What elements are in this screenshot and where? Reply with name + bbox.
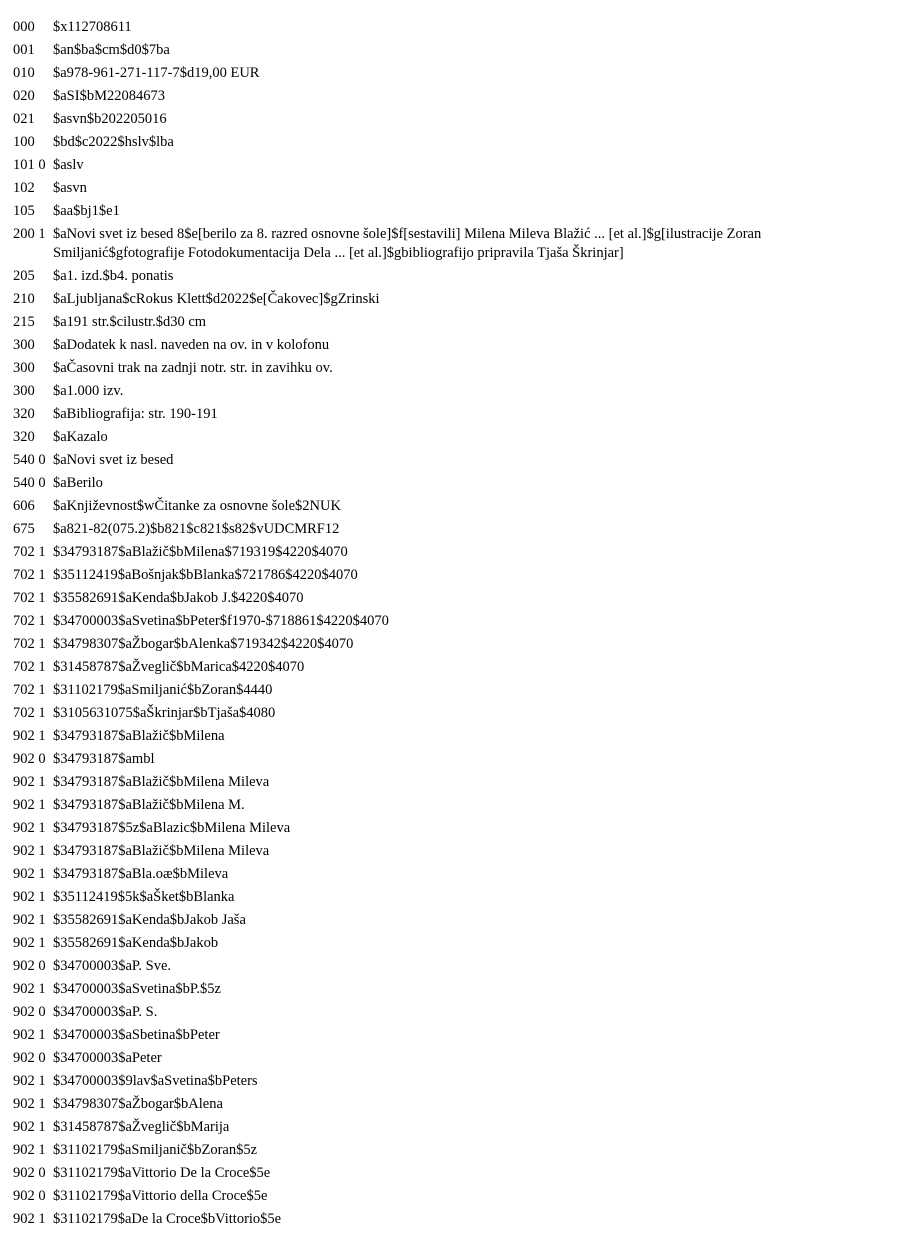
field-row-200 bbox=[13, 225, 893, 263]
field-tag: 210 bbox=[13, 291, 35, 307]
field-tag: 902 0 bbox=[13, 751, 46, 767]
field-tag: 540 0 bbox=[13, 475, 46, 491]
field-tag: 300 bbox=[13, 383, 35, 399]
field-content: $aNovi svet iz besed 8$e[berilo za 8. razred osnovne šole]$f[sestavili] Milena Mileva Blažić ... [et al.]$g[ilustracije Zoran Smiljanić$gfotografije Fotodokumentacija Dela ... [et al.]$gbibliografijo pripravila Tjaša Škrinjar] bbox=[53, 226, 765, 261]
field-tag: 540 0 bbox=[13, 452, 46, 468]
field-row-902 bbox=[13, 1072, 893, 1091]
field-tag: 205 bbox=[13, 268, 35, 284]
field-content: $34793187$aBlažič$bMilena$719319$4220$4070 bbox=[53, 544, 348, 560]
field-content: $aBerilo bbox=[53, 475, 103, 491]
field-row-215 bbox=[13, 313, 893, 332]
field-tag: 101 0 bbox=[13, 157, 46, 173]
field-row-902 bbox=[13, 842, 893, 861]
field-content: $aLjubljana$cRokus Klett$d2022$e[Čakovec]$gZrinski bbox=[53, 291, 380, 307]
field-content: $34700003$aP. S. bbox=[53, 1004, 158, 1020]
field-content: $an$ba$cm$d0$7ba bbox=[53, 42, 170, 58]
field-tag: 010 bbox=[13, 65, 35, 81]
field-row-902 bbox=[13, 980, 893, 999]
field-tag: 675 bbox=[13, 521, 35, 537]
field-content: $a978-961-271-117-7$d19,00 EUR bbox=[53, 65, 260, 81]
field-content: $a191 str.$cilustr.$d30 cm bbox=[53, 314, 207, 330]
field-tag: 702 1 bbox=[13, 659, 46, 675]
field-tag: 606 bbox=[13, 498, 35, 514]
field-row-021 bbox=[13, 110, 893, 129]
field-tag: 105 bbox=[13, 203, 35, 219]
field-tag: 000 bbox=[13, 19, 35, 35]
field-content: $31102179$aVittorio della Croce$5e bbox=[53, 1188, 268, 1204]
field-content: $aKnjiževnost$wČitanke za osnovne šole$2NUK bbox=[53, 498, 341, 514]
field-tag: 020 bbox=[13, 88, 35, 104]
field-tag: 902 1 bbox=[13, 1119, 46, 1135]
field-row-902 bbox=[13, 934, 893, 953]
field-tag: 902 1 bbox=[13, 774, 46, 790]
field-row-902 bbox=[13, 773, 893, 792]
field-content: $35112419$aBošnjak$bBlanka$721786$4220$4070 bbox=[53, 567, 358, 583]
field-tag: 702 1 bbox=[13, 613, 46, 629]
field-tag: 215 bbox=[13, 314, 35, 330]
field-tag: 902 0 bbox=[13, 1050, 46, 1066]
field-content: $34793187$ambl bbox=[53, 751, 155, 767]
field-tag: 200 1 bbox=[13, 226, 46, 242]
field-content: $a821-82(075.2)$b821$c821$s82$vUDCMRF12 bbox=[53, 521, 340, 537]
field-row-902 bbox=[13, 865, 893, 884]
field-tag: 902 1 bbox=[13, 843, 46, 859]
field-content: $35582691$aKenda$bJakob Jaša bbox=[53, 912, 246, 928]
field-row-210 bbox=[13, 290, 893, 309]
field-row-902 bbox=[13, 1026, 893, 1045]
field-row-702 bbox=[13, 589, 893, 608]
field-content: $34700003$aSvetina$bP.$5z bbox=[53, 981, 221, 997]
field-row-902 bbox=[13, 1210, 893, 1229]
field-tag: 902 1 bbox=[13, 935, 46, 951]
record-field-list bbox=[13, 18, 893, 1237]
field-row-540 bbox=[13, 451, 893, 470]
field-content: $34798307$aŽbogar$bAlenka$719342$4220$4070 bbox=[53, 636, 354, 652]
field-tag: 902 1 bbox=[13, 728, 46, 744]
field-content: $34793187$aBlažič$bMilena M. bbox=[53, 797, 245, 813]
field-row-902 bbox=[13, 957, 893, 976]
field-content: $35112419$5k$aŠket$bBlanka bbox=[53, 889, 235, 905]
field-row-902 bbox=[13, 1118, 893, 1137]
field-row-902 bbox=[13, 1095, 893, 1114]
field-tag: 702 1 bbox=[13, 567, 46, 583]
field-content: $34798307$aŽbogar$bAlena bbox=[53, 1096, 223, 1112]
field-row-100 bbox=[13, 133, 893, 152]
field-tag: 902 1 bbox=[13, 912, 46, 928]
field-content: $aKazalo bbox=[53, 429, 108, 445]
field-row-702 bbox=[13, 704, 893, 723]
field-row-675 bbox=[13, 520, 893, 539]
field-tag: 320 bbox=[13, 429, 35, 445]
field-row-902 bbox=[13, 796, 893, 815]
field-row-010 bbox=[13, 64, 893, 83]
field-content: $34700003$aP. Sve. bbox=[53, 958, 172, 974]
field-row-702 bbox=[13, 681, 893, 700]
field-tag: 902 1 bbox=[13, 1027, 46, 1043]
field-tag: 001 bbox=[13, 42, 35, 58]
field-tag: 902 1 bbox=[13, 797, 46, 813]
field-tag: 100 bbox=[13, 134, 35, 150]
field-content: $34793187$aBlažič$bMilena Mileva bbox=[53, 843, 270, 859]
field-row-702 bbox=[13, 635, 893, 654]
field-content: $a1. izd.$b4. ponatis bbox=[53, 268, 174, 284]
field-content: $asvn$b202205016 bbox=[53, 111, 167, 127]
field-row-320 bbox=[13, 405, 893, 424]
field-tag: 902 1 bbox=[13, 1096, 46, 1112]
field-content: $asvn bbox=[53, 180, 87, 196]
field-content: $aNovi svet iz besed bbox=[53, 452, 174, 468]
field-row-902 bbox=[13, 1164, 893, 1183]
field-content: $34700003$aSvetina$bPeter$f1970-$718861$4220$4070 bbox=[53, 613, 389, 629]
field-content: $34793187$5z$aBlazic$bMilena Mileva bbox=[53, 820, 291, 836]
field-content: $31102179$aDe la Croce$bVittorio$5e bbox=[53, 1211, 282, 1227]
field-row-020 bbox=[13, 87, 893, 106]
field-row-205 bbox=[13, 267, 893, 286]
field-content: $31458787$aŽveglič$bMarija bbox=[53, 1119, 230, 1135]
field-content: $31102179$aVittorio De la Croce$5e bbox=[53, 1165, 271, 1181]
field-content: $aČasovni trak na zadnji notr. str. in zavihku ov. bbox=[53, 360, 333, 376]
field-tag: 702 1 bbox=[13, 544, 46, 560]
field-content: $34700003$aPeter bbox=[53, 1050, 162, 1066]
field-content: $aBibliografija: str. 190-191 bbox=[53, 406, 218, 422]
field-content: $31458787$aŽveglič$bMarica$4220$4070 bbox=[53, 659, 305, 675]
field-content: $34793187$aBlažič$bMilena Mileva bbox=[53, 774, 270, 790]
field-content: $35582691$aKenda$bJakob bbox=[53, 935, 219, 951]
field-row-902 bbox=[13, 1187, 893, 1206]
field-row-606 bbox=[13, 497, 893, 516]
field-content: $34793187$aBla.oæ$bMileva bbox=[53, 866, 229, 882]
field-content: $aa$bj1$e1 bbox=[53, 203, 120, 219]
field-content: $31102179$aSmiljanić$bZoran$4440 bbox=[53, 682, 273, 698]
field-tag: 102 bbox=[13, 180, 35, 196]
field-content: $3105631075$aŠkrinjar$bTjaša$4080 bbox=[53, 705, 276, 721]
field-row-300 bbox=[13, 382, 893, 401]
field-content: $35582691$aKenda$bJakob J.$4220$4070 bbox=[53, 590, 304, 606]
field-row-902 bbox=[13, 750, 893, 769]
field-row-902 bbox=[13, 1049, 893, 1068]
field-tag: 902 1 bbox=[13, 889, 46, 905]
field-content: $a1.000 izv. bbox=[53, 383, 124, 399]
field-row-702 bbox=[13, 658, 893, 677]
field-row-102 bbox=[13, 179, 893, 198]
field-tag: 702 1 bbox=[13, 636, 46, 652]
field-row-902 bbox=[13, 1003, 893, 1022]
field-content: $aSI$bM22084673 bbox=[53, 88, 165, 104]
field-row-105 bbox=[13, 202, 893, 221]
field-row-300 bbox=[13, 336, 893, 355]
field-tag: 702 1 bbox=[13, 705, 46, 721]
field-tag: 902 1 bbox=[13, 866, 46, 882]
field-tag: 902 1 bbox=[13, 820, 46, 836]
field-tag: 320 bbox=[13, 406, 35, 422]
field-row-540 bbox=[13, 474, 893, 493]
field-tag: 300 bbox=[13, 337, 35, 353]
field-row-902 bbox=[13, 819, 893, 838]
field-row-702 bbox=[13, 566, 893, 585]
field-row-001 bbox=[13, 41, 893, 60]
field-content: $bd$c2022$hslv$lba bbox=[53, 134, 174, 150]
field-tag: 902 0 bbox=[13, 1188, 46, 1204]
field-row-320 bbox=[13, 428, 893, 447]
field-tag: 902 1 bbox=[13, 981, 46, 997]
field-tag: 021 bbox=[13, 111, 35, 127]
field-row-702 bbox=[13, 612, 893, 631]
field-tag: 902 0 bbox=[13, 1004, 46, 1020]
field-content: $34793187$aBlažič$bMilena bbox=[53, 728, 225, 744]
field-tag: 902 1 bbox=[13, 1073, 46, 1089]
field-row-101 bbox=[13, 156, 893, 175]
field-tag: 702 1 bbox=[13, 682, 46, 698]
field-tag: 702 1 bbox=[13, 590, 46, 606]
field-row-902 bbox=[13, 1141, 893, 1160]
field-tag: 902 0 bbox=[13, 958, 46, 974]
field-content: $34700003$aSbetina$bPeter bbox=[53, 1027, 220, 1043]
field-row-902 bbox=[13, 888, 893, 907]
field-tag: 300 bbox=[13, 360, 35, 376]
field-row-902 bbox=[13, 727, 893, 746]
field-content: $aDodatek k nasl. naveden na ov. in v kolofonu bbox=[53, 337, 330, 353]
field-row-902 bbox=[13, 911, 893, 930]
field-content: $aslv bbox=[53, 157, 84, 173]
field-content: $x112708611 bbox=[53, 19, 132, 35]
field-tag: 902 0 bbox=[13, 1165, 46, 1181]
field-row-000 bbox=[13, 18, 893, 37]
field-content: $31102179$aSmiljanič$bZoran$5z bbox=[53, 1142, 258, 1158]
field-row-702 bbox=[13, 543, 893, 562]
field-content: $34700003$9lav$aSvetina$bPeters bbox=[53, 1073, 258, 1089]
field-tag: 902 1 bbox=[13, 1142, 46, 1158]
field-tag: 902 1 bbox=[13, 1211, 46, 1227]
field-row-300 bbox=[13, 359, 893, 378]
